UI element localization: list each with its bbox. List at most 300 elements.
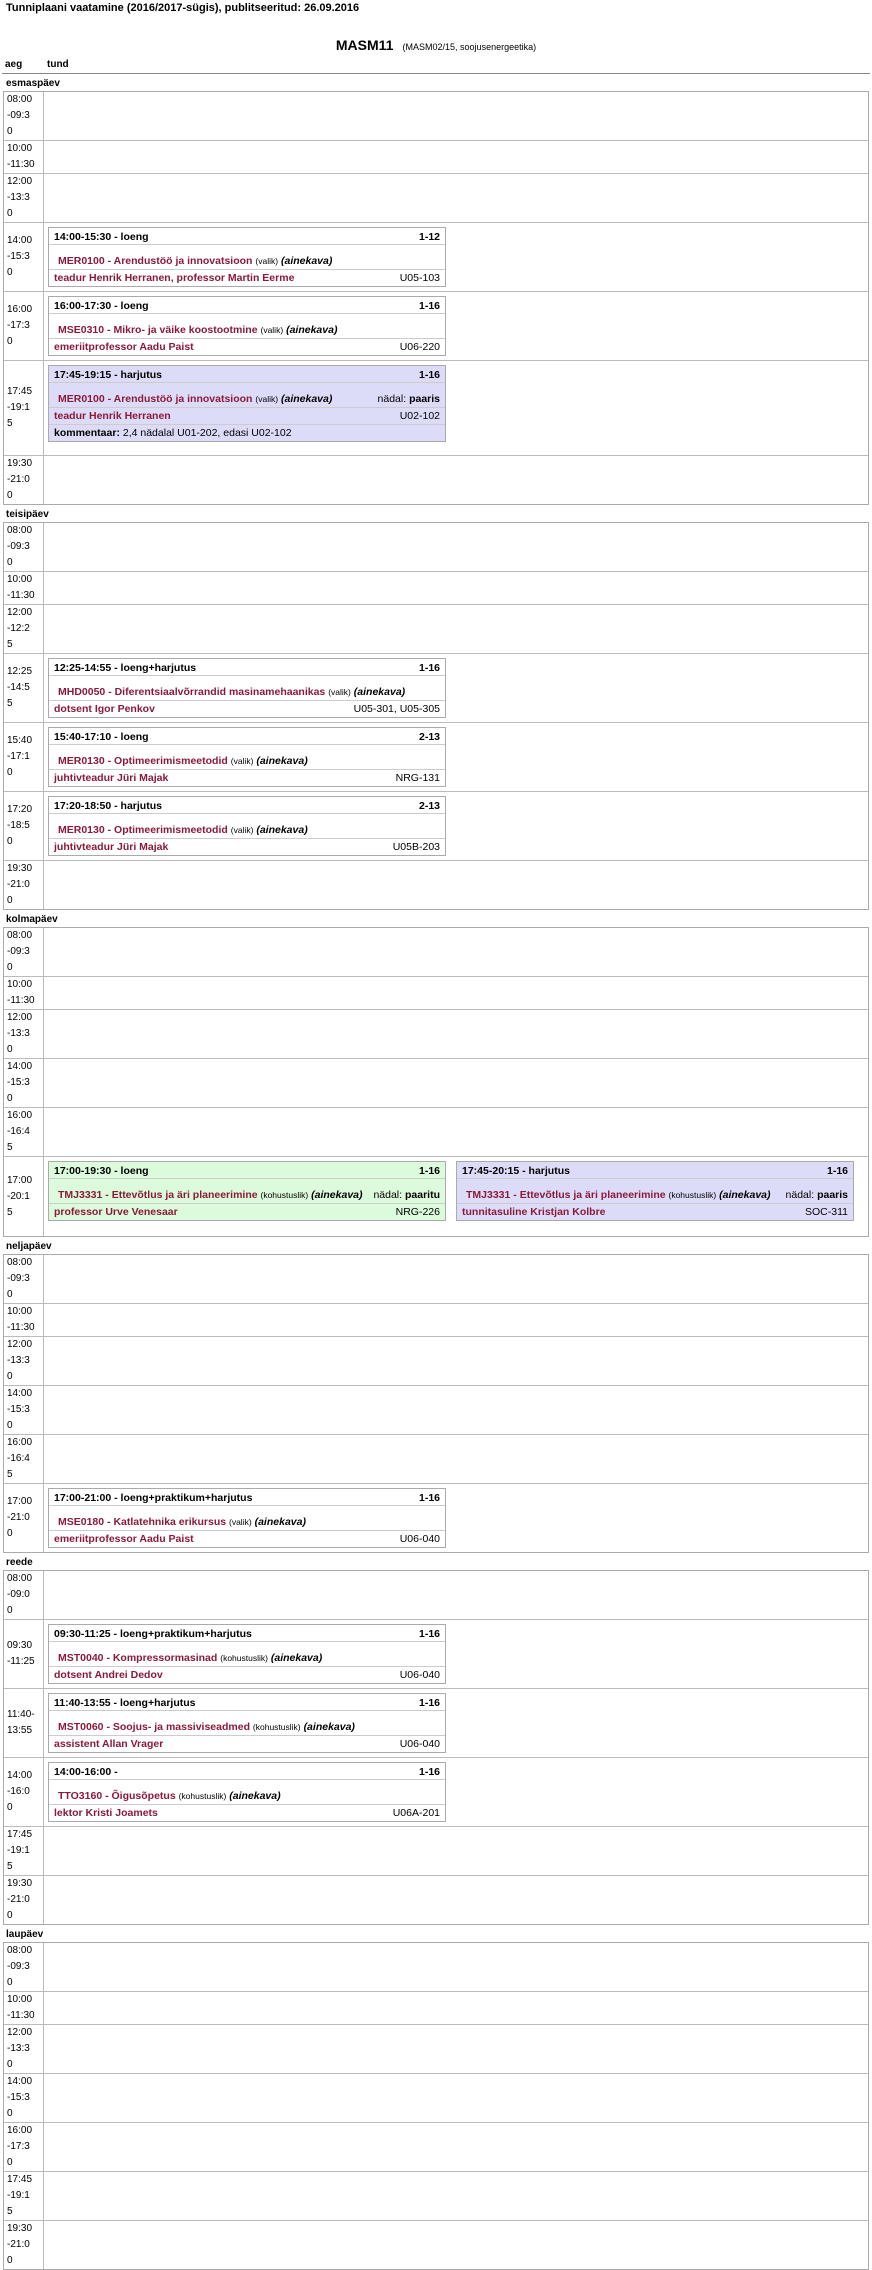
course-link[interactable]: TTO3160 - Õigusõpetus xyxy=(58,1790,176,1802)
syllabus-link[interactable]: (ainekava) xyxy=(281,393,333,405)
lesson-cell xyxy=(44,792,868,860)
time-row xyxy=(4,976,868,1009)
time-slot-label: 15:40-17:10 xyxy=(7,735,33,778)
course-link[interactable]: MER0100 - Arendustöö ja innovatsioon xyxy=(58,255,253,267)
lesson-header xyxy=(49,1763,445,1780)
day-table xyxy=(3,927,869,1237)
course-kind: (valik) xyxy=(230,756,254,766)
lesson-header xyxy=(457,1162,853,1179)
day-label: teisipäev xyxy=(6,509,49,520)
day-table xyxy=(3,1942,869,2270)
lesson-course-row xyxy=(49,1711,445,1736)
lesson-cell xyxy=(44,1484,868,1552)
time-row xyxy=(4,1875,868,1924)
lesson-card xyxy=(48,365,446,442)
room-label: U06-040 xyxy=(399,1669,440,1681)
lesson-course-row xyxy=(49,745,445,770)
lesson-teacher-row xyxy=(49,1667,445,1683)
lesson-course-info xyxy=(58,755,308,767)
time-slot xyxy=(4,1827,44,1875)
time-slot xyxy=(4,977,44,1009)
time-row xyxy=(4,1943,868,1991)
lesson-cell xyxy=(44,861,868,909)
lesson-cell xyxy=(44,572,868,604)
lesson-course-row xyxy=(49,1179,445,1204)
course-kind: (kohustuslik) xyxy=(178,1791,227,1801)
teacher-link[interactable]: tunnitasuline Kristjan Kolbre xyxy=(462,1206,606,1218)
time-row xyxy=(4,1385,868,1434)
time-row xyxy=(4,1009,868,1058)
lesson-course-info xyxy=(58,1721,355,1733)
lesson-cell xyxy=(44,1157,868,1236)
lesson-cell xyxy=(44,1304,868,1336)
lesson-header xyxy=(49,1694,445,1711)
time-slot-label: 12:00-13:30 xyxy=(7,2027,33,2070)
time-slot xyxy=(4,1255,44,1303)
time-slot xyxy=(4,928,44,976)
course-kind: (valik) xyxy=(255,394,279,404)
lesson-card xyxy=(48,727,446,787)
time-slot-label: 08:00-09:30 xyxy=(7,94,33,137)
course-kind: (kohustuslik) xyxy=(668,1190,717,1200)
day-label: esmaspäev xyxy=(6,78,60,89)
time-slot-label: 10:00-11:30 xyxy=(7,1306,35,1333)
course-kind: (kohustuslik) xyxy=(252,1722,301,1732)
time-slot-label: 17:45-19:15 xyxy=(7,2174,33,2217)
lesson-cell xyxy=(44,605,868,653)
lesson-header xyxy=(49,728,445,745)
lesson-header xyxy=(49,297,445,314)
lesson-cell xyxy=(44,2074,868,2122)
time-row xyxy=(4,1571,868,1619)
teacher-link[interactable]: dotsent Andrei Dedov xyxy=(54,1669,163,1681)
day-label: reede xyxy=(6,1557,33,1568)
lesson-slot: 09:30-11:25 - loeng+praktikum+harjutus xyxy=(54,1628,252,1640)
course-link[interactable]: MER0100 - Arendustöö ja innovatsioon xyxy=(58,393,253,405)
teacher-link[interactable]: assistent Allan Vrager xyxy=(54,1738,164,1750)
lesson-header xyxy=(49,228,445,245)
time-slot xyxy=(4,1620,44,1688)
course-link[interactable]: MSE0310 - Mikro- ja väike koostootmine xyxy=(58,324,258,336)
lesson-header xyxy=(49,1489,445,1506)
time-slot xyxy=(4,223,44,291)
lesson-course-info xyxy=(58,1652,322,1664)
lesson-teacher-row xyxy=(49,701,445,717)
lesson-course-info xyxy=(58,393,332,405)
time-slot-label: 08:00-09:30 xyxy=(7,1257,33,1300)
lesson-weeks: 1-16 xyxy=(418,1697,440,1709)
course-link[interactable]: MHD0050 - Diferentsiaalvõrrandid masinamehaanikas xyxy=(58,686,326,698)
lesson-card xyxy=(48,227,446,287)
lesson-weeks: 1-12 xyxy=(418,231,440,243)
time-slot-label: 14:00-15:30 xyxy=(7,235,33,278)
time-row xyxy=(4,1991,868,2024)
lesson-slot: 15:40-17:10 - loeng xyxy=(54,731,149,743)
group-name: MASM11 xyxy=(335,37,394,53)
time-slot-label: 10:00-11:30 xyxy=(7,143,35,170)
lesson-course-row xyxy=(49,245,445,270)
course-link[interactable]: MER0130 - Optimeerimismeetodid xyxy=(58,755,228,767)
lesson-header xyxy=(49,659,445,676)
lesson-weeks: 1-16 xyxy=(826,1165,848,1177)
course-kind: (valik) xyxy=(229,1517,252,1527)
lesson-teacher-row xyxy=(49,339,445,355)
lesson-header xyxy=(49,797,445,814)
comment-text: 2,4 nädalal U01-202, edasi U02-102 xyxy=(122,427,292,439)
time-slot xyxy=(4,654,44,722)
time-slot xyxy=(4,174,44,222)
time-slot-label: 17:20-18:50 xyxy=(7,804,33,847)
time-row xyxy=(4,571,868,604)
teacher-link[interactable]: juhtivteadur Jüri Majak xyxy=(54,841,169,853)
lesson-card xyxy=(456,1161,854,1221)
lesson-cell xyxy=(44,456,868,504)
time-row xyxy=(4,2220,868,2269)
room-label: U06A-201 xyxy=(392,1807,440,1819)
day-table xyxy=(3,91,869,505)
time-slot-label: 10:00-11:30 xyxy=(7,574,35,601)
course-link[interactable]: MSE0180 - Katlatehnika erikursus xyxy=(58,1516,227,1528)
room-label: U06-220 xyxy=(399,341,440,353)
time-slot-label: 17:45-19:15 xyxy=(7,386,33,429)
lesson-cell xyxy=(44,1758,868,1826)
lesson-cell xyxy=(44,2221,868,2269)
teacher-link[interactable]: emeriitprofessor Aadu Paist xyxy=(54,341,194,353)
time-row xyxy=(4,1434,868,1483)
lesson-week-parity xyxy=(373,1189,440,1201)
lesson-teacher-row xyxy=(49,839,445,855)
lesson-slot: 12:25-14:55 - loeng+harjutus xyxy=(54,662,197,674)
lesson-cell xyxy=(44,1386,868,1434)
time-slot xyxy=(4,1876,44,1924)
day-label: kolmapäev xyxy=(6,914,58,925)
lesson-weeks: 1-16 xyxy=(418,1165,440,1177)
time-slot xyxy=(4,1758,44,1826)
lesson-teacher-row xyxy=(49,408,445,424)
lesson-teacher-row xyxy=(49,1805,445,1821)
time-row xyxy=(4,1303,868,1336)
time-row xyxy=(4,860,868,909)
lesson-cell xyxy=(44,1059,868,1107)
time-slot-label: 16:00-16:45 xyxy=(7,1110,33,1153)
day-table xyxy=(3,1254,869,1553)
lesson-cell xyxy=(44,1108,868,1156)
lesson-weeks: 2-13 xyxy=(418,731,440,743)
week-label: nädal: xyxy=(377,393,410,405)
lesson-course-info xyxy=(58,324,337,336)
syllabus-link[interactable]: (ainekava) xyxy=(719,1189,771,1201)
course-kind: (kohustuslik) xyxy=(260,1190,309,1200)
time-slot xyxy=(4,1484,44,1552)
week-label: nädal: xyxy=(373,1189,405,1201)
syllabus-link[interactable]: (ainekava) xyxy=(286,324,338,336)
course-kind: (valik) xyxy=(255,256,279,266)
time-slot-label: 11:40-13:55 xyxy=(7,1709,35,1736)
time-slot xyxy=(4,361,44,455)
lesson-cell xyxy=(44,223,868,291)
lesson-weeks: 2-13 xyxy=(418,800,440,812)
time-slot xyxy=(4,2172,44,2220)
time-slot xyxy=(4,1304,44,1336)
lesson-slot: 17:20-18:50 - harjutus xyxy=(54,800,162,812)
lesson-week-parity xyxy=(786,1189,848,1201)
lesson-card xyxy=(48,1693,446,1753)
lesson-course-info xyxy=(58,1189,363,1201)
time-slot-label: 19:30-21:00 xyxy=(7,458,33,501)
week-value: paaritu xyxy=(404,1189,440,1201)
lesson-card xyxy=(48,1161,446,1221)
room-label: U06-040 xyxy=(399,1738,440,1750)
course-link[interactable]: MER0130 - Optimeerimismeetodid xyxy=(58,824,228,836)
course-link[interactable]: MST0060 - Soojus- ja massiviseadmed xyxy=(58,1721,250,1733)
room-label: U02-102 xyxy=(399,410,440,422)
syllabus-link[interactable]: (ainekava) xyxy=(256,824,308,836)
time-row xyxy=(4,653,868,722)
room-label: SOC-311 xyxy=(805,1206,848,1218)
time-slot xyxy=(4,1337,44,1385)
time-slot xyxy=(4,1689,44,1757)
time-slot-label: 08:00-09:30 xyxy=(7,930,33,973)
lesson-course-info xyxy=(466,1189,771,1201)
time-slot-label: 17:00-21:00 xyxy=(7,1496,33,1539)
course-kind: (kohustuslik) xyxy=(220,1653,268,1663)
time-slot-label: 10:00-11:30 xyxy=(7,979,35,1006)
lesson-cell xyxy=(44,1876,868,1924)
time-slot xyxy=(4,1386,44,1434)
time-row xyxy=(4,2073,868,2122)
course-kind: (valik) xyxy=(260,325,284,335)
teacher-link[interactable]: professor Urve Venesaar xyxy=(54,1206,178,1218)
time-row xyxy=(4,92,868,140)
lesson-cell xyxy=(44,1010,868,1058)
time-row xyxy=(4,291,868,360)
time-row xyxy=(4,523,868,571)
lesson-cell xyxy=(44,1435,868,1483)
lesson-teacher-row xyxy=(49,1531,445,1547)
time-row xyxy=(4,2171,868,2220)
time-slot-label: 12:00-13:30 xyxy=(7,176,33,219)
teacher-link[interactable]: emeriitprofessor Aadu Paist xyxy=(54,1533,194,1545)
lesson-slot: 14:00-15:30 - loeng xyxy=(54,231,149,243)
lesson-weeks: 1-16 xyxy=(418,1766,440,1778)
teacher-link[interactable]: dotsent Igor Penkov xyxy=(54,703,155,715)
time-slot-label: 14:00-15:30 xyxy=(7,1388,33,1431)
room-label: U05B-203 xyxy=(392,841,440,853)
lesson-slot: 11:40-13:55 - loeng+harjutus xyxy=(54,1697,196,1709)
lesson-course-info xyxy=(58,824,308,836)
time-slot-label: 08:00-09:30 xyxy=(7,1945,33,1988)
syllabus-link[interactable]: (ainekava) xyxy=(281,255,333,267)
time-row xyxy=(4,1107,868,1156)
time-slot xyxy=(4,1992,44,2024)
course-link[interactable]: TMJ3331 - Ettevõtlus ja äri planeerimine xyxy=(466,1189,666,1201)
teacher-link[interactable]: lektor Kristi Joamets xyxy=(54,1807,158,1819)
lesson-cell xyxy=(44,723,868,791)
days-container xyxy=(2,74,870,2270)
time-slot-label: 14:00-15:30 xyxy=(7,1061,33,1104)
syllabus-link[interactable]: (ainekava) xyxy=(256,755,308,767)
week-value: paaris xyxy=(409,393,440,405)
time-row xyxy=(4,1483,868,1552)
lesson-cell xyxy=(44,1943,868,1991)
lesson-course-info xyxy=(58,686,405,698)
lesson-comment xyxy=(49,424,445,441)
time-slot-label: 12:00-13:30 xyxy=(7,1012,33,1055)
group-header xyxy=(2,37,870,57)
lesson-course-row xyxy=(49,314,445,339)
lesson-teacher-row xyxy=(457,1204,853,1220)
lesson-course-row xyxy=(49,1642,445,1667)
lesson-card xyxy=(48,1488,446,1548)
syllabus-link[interactable]: (ainekava) xyxy=(229,1790,281,1802)
course-link[interactable]: TMJ3331 - Ettevõtlus ja äri planeerimine xyxy=(58,1189,258,1201)
time-row xyxy=(4,360,868,455)
time-slot-label: 16:00-17:30 xyxy=(7,304,33,347)
lesson-weeks: 1-16 xyxy=(418,662,440,674)
time-slot-label: 16:00-16:45 xyxy=(7,1437,33,1480)
time-row xyxy=(4,140,868,173)
lesson-course-row xyxy=(49,676,445,701)
time-slot-label: 17:00-20:15 xyxy=(7,1174,33,1218)
room-label: NRG-226 xyxy=(395,1206,440,1218)
lesson-course-row xyxy=(49,1506,445,1531)
time-slot xyxy=(4,2123,44,2171)
group-code: (MASM02/15, soojusenergeetika) xyxy=(402,42,537,52)
time-row xyxy=(4,2122,868,2171)
time-slot-label: 09:30-11:25 xyxy=(7,1640,35,1667)
lesson-header xyxy=(49,1625,445,1642)
lesson-header xyxy=(49,1162,445,1179)
lesson-cell xyxy=(44,977,868,1009)
syllabus-link[interactable]: (ainekava) xyxy=(311,1189,363,1201)
time-slot xyxy=(4,572,44,604)
lesson-cell xyxy=(44,654,868,722)
teacher-link[interactable]: teadur Henrik Herranen xyxy=(54,410,171,422)
time-slot xyxy=(4,1943,44,1991)
time-row xyxy=(4,1255,868,1303)
teacher-link[interactable]: teadur Henrik Herranen, professor Martin Eerme xyxy=(54,272,295,284)
time-slot-label: 14:00-15:30 xyxy=(7,2076,33,2119)
lesson-teacher-row xyxy=(49,1736,445,1752)
page-title: Tunniplaani vaatamine (2016/2017-sügis), publitseeritud: 26.09.2016 xyxy=(6,2,360,14)
lesson-slot: 17:00-21:00 - loeng+praktikum+harjutus xyxy=(54,1492,253,1504)
lesson-cell xyxy=(44,2172,868,2220)
time-row xyxy=(4,1156,868,1236)
teacher-link[interactable]: juhtivteadur Jüri Majak xyxy=(54,772,169,784)
column-header xyxy=(2,59,870,74)
syllabus-link[interactable]: (ainekava) xyxy=(353,686,406,698)
course-kind: (valik) xyxy=(328,687,351,697)
time-slot xyxy=(4,1157,44,1236)
time-slot xyxy=(4,2025,44,2073)
syllabus-link[interactable]: (ainekava) xyxy=(270,1652,323,1664)
lesson-card xyxy=(48,796,446,856)
lesson-slot: 17:45-20:15 - harjutus xyxy=(462,1165,570,1177)
time-slot-label: 16:00-17:30 xyxy=(7,2125,33,2168)
lesson-cell xyxy=(44,1337,868,1385)
lesson-weeks: 1-16 xyxy=(418,1492,440,1504)
syllabus-link[interactable]: (ainekava) xyxy=(303,1721,355,1733)
day-label: neljapäev xyxy=(6,1241,52,1252)
time-slot-label: 14:00-16:00 xyxy=(7,1770,33,1813)
time-slot xyxy=(4,1571,44,1619)
lesson-cell xyxy=(44,523,868,571)
time-slot-label: 19:30-21:00 xyxy=(7,2223,33,2266)
time-slot-label: 17:45-19:15 xyxy=(7,1829,33,1872)
time-row xyxy=(4,1757,868,1826)
lesson-course-info xyxy=(58,255,332,267)
course-kind: (valik) xyxy=(230,825,254,835)
time-slot xyxy=(4,605,44,653)
time-slot xyxy=(4,2221,44,2269)
lesson-card xyxy=(48,1762,446,1822)
time-slot xyxy=(4,456,44,504)
column-time: aeg xyxy=(5,59,23,70)
time-row xyxy=(4,173,868,222)
lesson-course-row xyxy=(49,814,445,839)
time-slot xyxy=(4,92,44,140)
week-label: nädal: xyxy=(785,1189,818,1201)
lesson-weeks: 1-16 xyxy=(418,369,440,381)
room-label: U05-301, U05-305 xyxy=(353,703,440,715)
lesson-weeks: 1-16 xyxy=(418,300,440,312)
time-row xyxy=(4,1826,868,1875)
lesson-course-row xyxy=(49,1780,445,1805)
time-row xyxy=(4,1688,868,1757)
time-row xyxy=(4,455,868,504)
lesson-teacher-row xyxy=(49,770,445,786)
lesson-cell xyxy=(44,1992,868,2024)
time-slot-label: 08:00-09:00 xyxy=(7,1573,33,1616)
lesson-cell xyxy=(44,1689,868,1757)
time-slot xyxy=(4,1010,44,1058)
time-slot xyxy=(4,523,44,571)
time-row xyxy=(4,2024,868,2073)
time-row xyxy=(4,1336,868,1385)
day-table xyxy=(3,522,869,910)
time-slot-label: 10:00-11:30 xyxy=(7,1994,35,2021)
time-slot xyxy=(4,292,44,360)
course-link[interactable]: MST0040 - Kompressormasinad xyxy=(58,1652,218,1664)
time-slot-label: 12:25-14:55 xyxy=(7,666,33,709)
lesson-course-row xyxy=(457,1179,853,1204)
lesson-cell xyxy=(44,2025,868,2073)
room-label: NRG-131 xyxy=(395,772,440,784)
time-slot-label: 12:00-13:30 xyxy=(7,1339,33,1382)
time-slot xyxy=(4,1059,44,1107)
lesson-cell xyxy=(44,1571,868,1619)
syllabus-link[interactable]: (ainekava) xyxy=(254,1516,306,1528)
lesson-cell xyxy=(44,928,868,976)
lesson-slot: 16:00-17:30 - loeng xyxy=(54,300,149,312)
time-slot xyxy=(4,1435,44,1483)
lesson-cell xyxy=(44,1620,868,1688)
lesson-cell xyxy=(44,292,868,360)
day-table xyxy=(3,1570,869,1925)
time-row xyxy=(4,604,868,653)
lesson-course-info xyxy=(58,1516,306,1528)
time-row xyxy=(4,928,868,976)
lesson-cell xyxy=(44,174,868,222)
time-row xyxy=(4,722,868,791)
lesson-card xyxy=(48,296,446,356)
lesson-course-info xyxy=(58,1790,281,1802)
comment-label: kommentaar: xyxy=(54,427,123,439)
lesson-cell xyxy=(44,1827,868,1875)
lesson-teacher-row xyxy=(49,270,445,286)
room-label: U05-103 xyxy=(399,272,440,284)
time-row xyxy=(4,1058,868,1107)
